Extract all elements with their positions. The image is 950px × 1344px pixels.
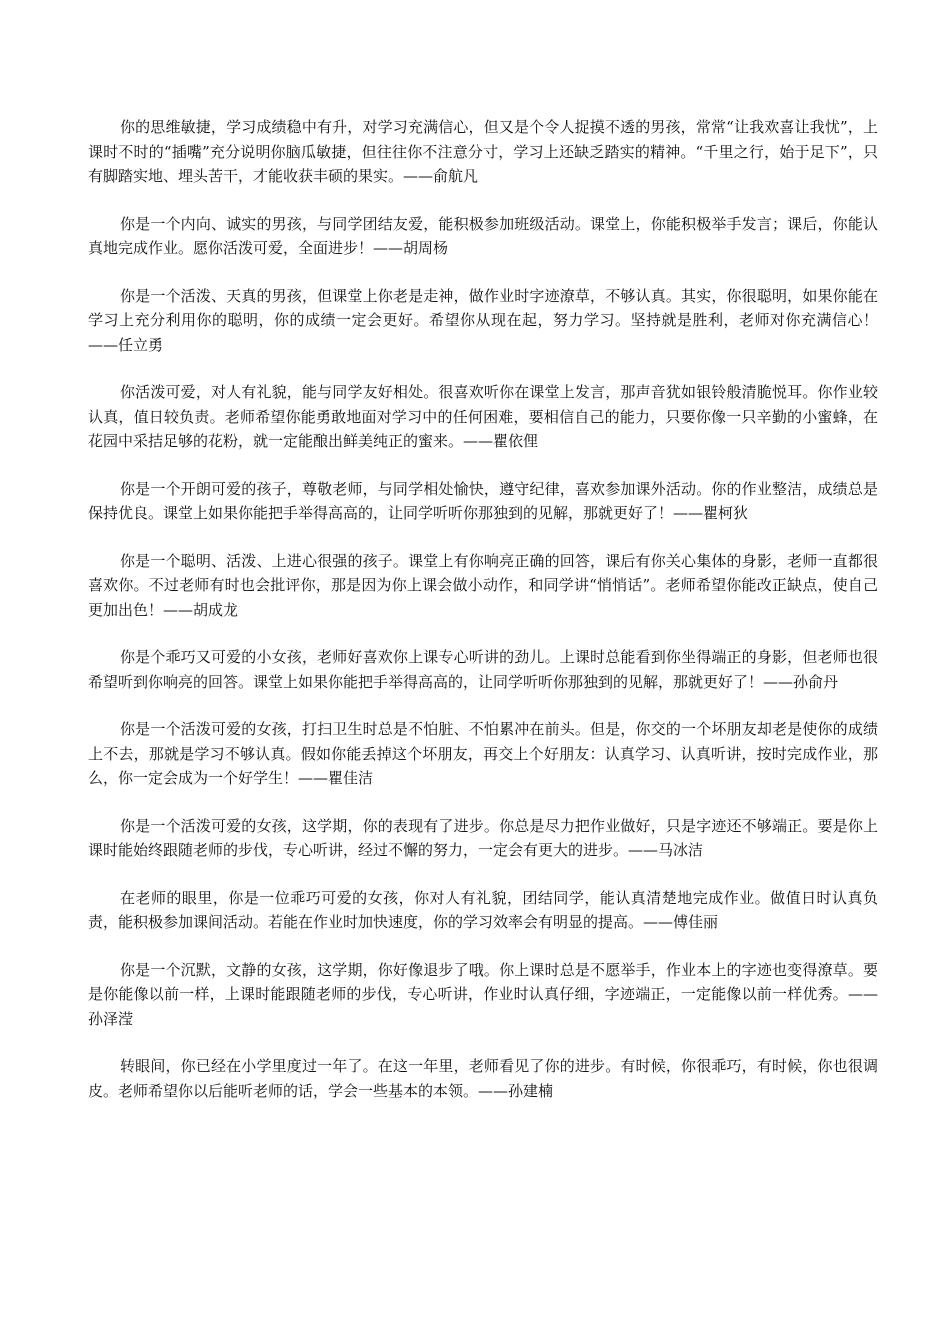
teacher-comment-11: 你是一个沉默，文静的女孩，这学期，你好像退步了哦。你上课时总是不愿举手，作业本上的字迹也变得潦草。要是你能像以前一样，上课时能跟随老师的步伐，专心听讲，作业时认真仔细，字迹端正，一定能像以前一样优秀。——孙泽滢 [88, 960, 878, 1028]
teacher-comment-2: 你是一个内向、诚实的男孩，与同学团结友爱，能积极参加班级活动。课堂上，你能积极举手发言；课后，你能认真地完成作业。愿你活泼可爱，全面进步！——胡周杨 [88, 214, 878, 257]
teacher-comment-12: 转眼间，你已经在小学里度过一年了。在这一年里，老师看见了你的进步。有时候，你很乖巧，有时候，你也很调皮。老师希望你以后能听老师的话，学会一些基本的本领。——孙建楠 [88, 1057, 878, 1100]
teacher-comment-10: 在老师的眼里，你是一位乖巧可爱的女孩，你对人有礼貌，团结同学，能认真清楚地完成作业。做值日时认真负责，能积极参加课间活动。若能在作业时加快速度，你的学习效率会有明显的提高。——傅佳丽 [88, 888, 878, 931]
teacher-comment-9: 你是一个活泼可爱的女孩，这学期，你的表现有了进步。你总是尽力把作业做好，只是字迹还不够端正。要是你上课时能始终跟随老师的步伐，专心听讲，经过不懈的努力，一定会有更大的进步。——马冰洁 [88, 816, 878, 859]
teacher-comment-5: 你是一个开朗可爱的孩子，尊敬老师，与同学相处愉快，遵守纪律，喜欢参加课外活动。你的作业整洁，成绩总是保持优良。课堂上如果你能把手举得高高的，让同学听听你那独到的见解，那就更好了！——瞿柯狄 [88, 479, 878, 522]
teacher-comment-1: 你的思维敏捷，学习成绩稳中有升，对学习充满信心，但又是个令人捉摸不透的男孩，常常“让我欢喜让我忧”，上课时不时的“插嘴”充分说明你脑瓜敏捷，但往往你不注意分寸，学习上还缺乏踏实的精神。“千里之行，始于足下”，只有脚踏实地、埋头苦干，才能收获丰硕的果实。——俞航凡 [88, 118, 878, 185]
teacher-comment-3: 你是一个活泼、天真的男孩，但课堂上你老是走神，做作业时字迹潦草，不够认真。其实，你很聪明，如果你能在学习上充分利用你的聪明，你的成绩一定会更好。希望你从现在起，努力学习。坚持就是胜利，老师对你充满信心！——任立勇 [88, 286, 878, 354]
document-page [88, 115, 878, 1126]
teacher-comment-7: 你是个乖巧又可爱的小女孩，老师好喜欢你上课专心听讲的劲儿。上课时总能看到你坐得端正的身影，但老师也很希望听到你响亮的回答。课堂上如果你能把手举得高高的，让同学听听你那独到的见解，那就更好了！——孙俞丹 [88, 648, 878, 691]
teacher-comment-8: 你是一个活泼可爱的女孩，打扫卫生时总是不怕脏、不怕累冲在前头。但是，你交的一个坏朋友却老是使你的成绩上不去，那就是学习不够认真。假如你能丢掉这个坏朋友，再交上个好朋友：认真学习、认真听讲，按时完成作业，那么，你一定会成为一个好学生！——瞿佳洁 [88, 720, 878, 787]
teacher-comment-6: 你是一个聪明、活泼、上进心很强的孩子。课堂上有你响亮正确的回答，课后有你关心集体的身影，老师一直都很喜欢你。不过老师有时也会批评你，那是因为你上课会做小动作，和同学讲“悄悄话”。老师希望你能改正缺点，使自己更加出色！——胡成龙 [88, 551, 878, 619]
teacher-comment-4: 你活泼可爱，对人有礼貌，能与同学友好相处。很喜欢听你在课堂上发言，那声音犹如银铃般清脆悦耳。你作业较认真，值日较负责。老师希望你能勇敢地面对学习中的任何困难，要相信自己的能力，只要你像一只辛勤的小蜜蜂，在花园中采拮足够的花粉，就一定能酿出鲜美纯正的蜜来。——瞿依俚 [88, 383, 878, 450]
